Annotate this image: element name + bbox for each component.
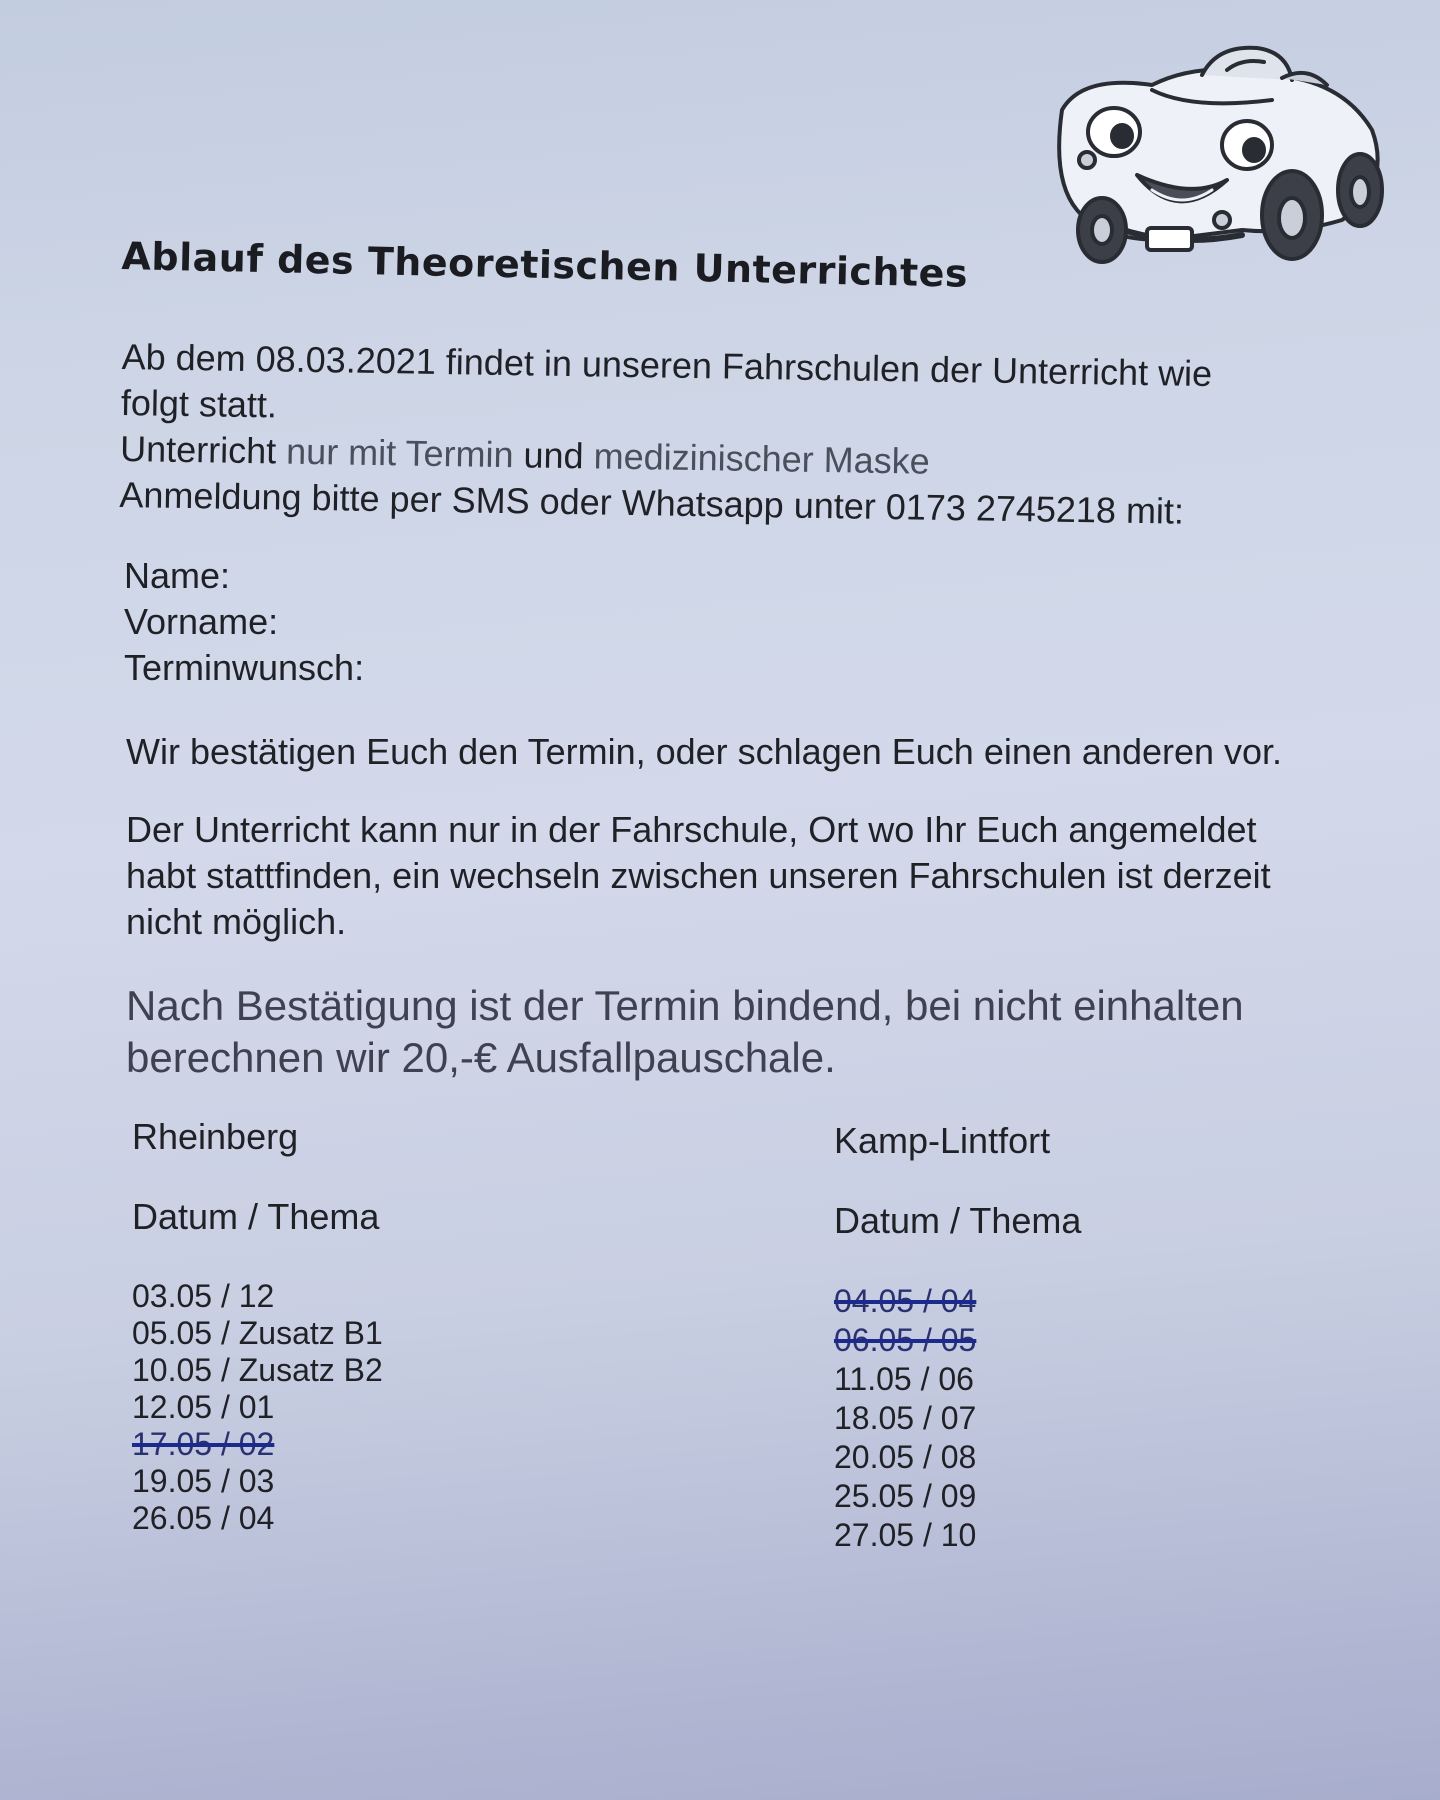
intro-line: Ab dem 08.03.2021 findet in unseren Fahrschulen der Unterricht wie bbox=[121, 335, 1213, 395]
schedule-header: Datum / Thema bbox=[132, 1196, 380, 1237]
schedule-entry: 05.05 / Zusatz B1 bbox=[132, 1315, 383, 1351]
schedule-entry: 11.05 / 06 bbox=[834, 1361, 974, 1397]
field-appointment-label: Terminwunsch: bbox=[124, 647, 365, 688]
schedule-entry-cancelled: 17.05 / 02 bbox=[132, 1426, 275, 1462]
schedule-list bbox=[834, 1282, 1081, 1555]
intro-paragraph bbox=[119, 334, 1332, 537]
intro-text: Unterricht bbox=[119, 427, 287, 472]
registration-fields bbox=[124, 553, 364, 691]
schedule-entry: 12.05 / 01 bbox=[132, 1389, 275, 1425]
location-line: nicht möglich. bbox=[126, 901, 347, 942]
schedule-entry: 20.05 / 08 bbox=[834, 1439, 977, 1475]
highlight-mask: medizinischer Maske bbox=[593, 435, 931, 482]
intro-text: und bbox=[513, 434, 594, 477]
schedule-entry: 25.05 / 09 bbox=[834, 1478, 977, 1514]
schedule-entry-cancelled: 04.05 / 04 bbox=[834, 1283, 977, 1319]
schedule-rheinberg bbox=[132, 1116, 383, 1537]
binding-line: berechnen wir 20,-€ Ausfallpauschale. bbox=[126, 1034, 836, 1081]
intro-line-contact: Anmeldung bitte per SMS oder Whatsapp unter 0173 2745218 mit: bbox=[119, 473, 1185, 532]
page-title: Ablauf des Theoretischen Unterrichtes bbox=[121, 234, 969, 296]
binding-paragraph bbox=[126, 980, 1244, 1084]
schedule-entry: 10.05 / Zusatz B2 bbox=[132, 1352, 383, 1388]
binding-line: Nach Bestätigung ist der Termin bindend, bei nicht einhalten bbox=[126, 982, 1244, 1029]
location-line: Der Unterricht kann nur in der Fahrschule, Ort wo Ihr Euch angemeldet bbox=[126, 809, 1257, 850]
schedule-entry: 18.05 / 07 bbox=[834, 1400, 977, 1436]
intro-line: folgt statt. bbox=[120, 381, 278, 426]
schedule-kamp-lintfort bbox=[834, 1120, 1081, 1555]
schedule-entry: 03.05 / 12 bbox=[132, 1278, 275, 1314]
location-line: habt stattfinden, ein wechseln zwischen unseren Fahrschulen ist derzeit bbox=[126, 855, 1271, 896]
schedule-list bbox=[132, 1278, 383, 1537]
cartoon-car-icon bbox=[1042, 40, 1402, 290]
location-paragraph bbox=[126, 807, 1271, 945]
highlight-appointment: nur mit Termin bbox=[285, 430, 514, 476]
location-heading: Kamp-Lintfort bbox=[834, 1120, 1051, 1161]
schedule-entry-cancelled: 06.05 / 05 bbox=[834, 1322, 977, 1358]
schedule-header: Datum / Thema bbox=[834, 1200, 1082, 1241]
confirm-paragraph: Wir bestätigen Euch den Termin, oder schlagen Euch einen anderen vor. bbox=[126, 731, 1283, 772]
field-name-label: Name: bbox=[124, 555, 231, 596]
field-firstname-label: Vorname: bbox=[124, 601, 279, 642]
schedule-entry: 19.05 / 03 bbox=[132, 1463, 275, 1499]
location-heading: Rheinberg bbox=[132, 1116, 299, 1157]
schedule-entry: 27.05 / 10 bbox=[834, 1517, 977, 1553]
schedule-entry: 26.05 / 04 bbox=[132, 1500, 275, 1536]
